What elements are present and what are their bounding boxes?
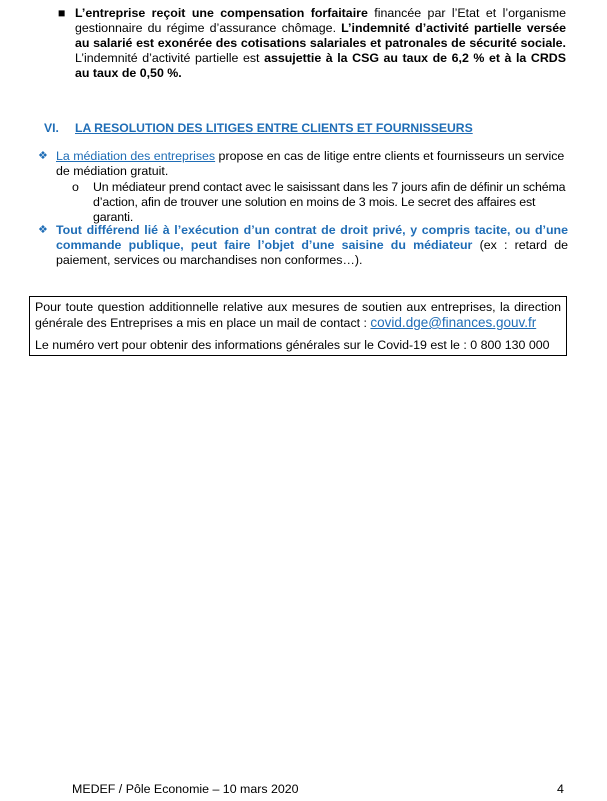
- differend-example-text: (ex : retard de paiement, services ou marchandises non conformes…).: [56, 238, 568, 267]
- text-segment-financement: financée par l’Etat et l’organisme gestionnaire du régime d’assurance chômage.: [75, 6, 566, 35]
- contact-info-box: [29, 296, 567, 356]
- contact-line-phone: Le numéro vert pour obtenir des informations générales sur le Covid-19 est le : 0 800 130 000: [35, 338, 550, 352]
- circle-bullet-icon: o: [72, 180, 79, 194]
- differend-text: [56, 223, 568, 268]
- section-number: VI.: [44, 121, 59, 135]
- text-segment-assujettie: L’indemnité d’activité partielle est: [75, 51, 265, 65]
- mediation-description: propose en cas de litige entre clients et fournisseurs un service de médiation gratuit.: [56, 149, 565, 178]
- sub-list-item-mediateur: [72, 180, 568, 225]
- page-number: 4: [557, 782, 564, 796]
- diamond-bullet-icon: ❖: [38, 224, 48, 236]
- footer-text: MEDEF / Pôle Economie – 10 mars 2020: [72, 782, 299, 796]
- square-bullet-icon: ■: [58, 6, 66, 20]
- differend-bold-text: Tout différend lié à l’exécution d’un contrat de droit privé, y compris tacite, ou d’une commande publique, peut faire l’objet d’une saisine du médiateur: [56, 223, 568, 252]
- sub-item-text: Un médiateur prend contact avec le saisissant dans les 7 jours afin de définir un schéma d’action, afin de trouver une solution en moins de 3 mois. Le secret des affaires est garanti.: [93, 180, 566, 224]
- mediation-text: [56, 149, 568, 179]
- list-item-mediation: [38, 149, 568, 179]
- contact-intro-text: Pour toute question additionnelle relative aux mesures de soutien aux entreprises, la direction générale des Entreprises a mis en place un mail de contact :: [35, 300, 561, 330]
- list-item-differend: [38, 223, 568, 268]
- bold-segment-csg-crds: assujettie à la CSG au taux de 6,2 % et à la CRDS au taux de 0,50 %.: [75, 51, 566, 80]
- section-title: LA RESOLUTION DES LITIGES ENTRE CLIENTS ET FOURNISSEURS: [75, 121, 473, 135]
- contact-email-link[interactable]: covid.dge@finances.gouv.fr: [370, 315, 537, 330]
- contact-line-email: [35, 300, 561, 331]
- mediation-link[interactable]: La médiation des entreprises: [56, 149, 216, 163]
- bullet-text: [75, 6, 566, 81]
- bold-segment-exoneration: L’indemnité d’activité partielle versée au salarié est exonérée des cotisations salariales et patronales de sécurité sociale.: [75, 21, 566, 50]
- diamond-bullet-icon: ❖: [38, 150, 48, 162]
- bold-segment-compensation: L’entreprise reçoit une compensation forfaitaire: [75, 6, 368, 20]
- bullet-paragraph-compensation: [58, 6, 566, 81]
